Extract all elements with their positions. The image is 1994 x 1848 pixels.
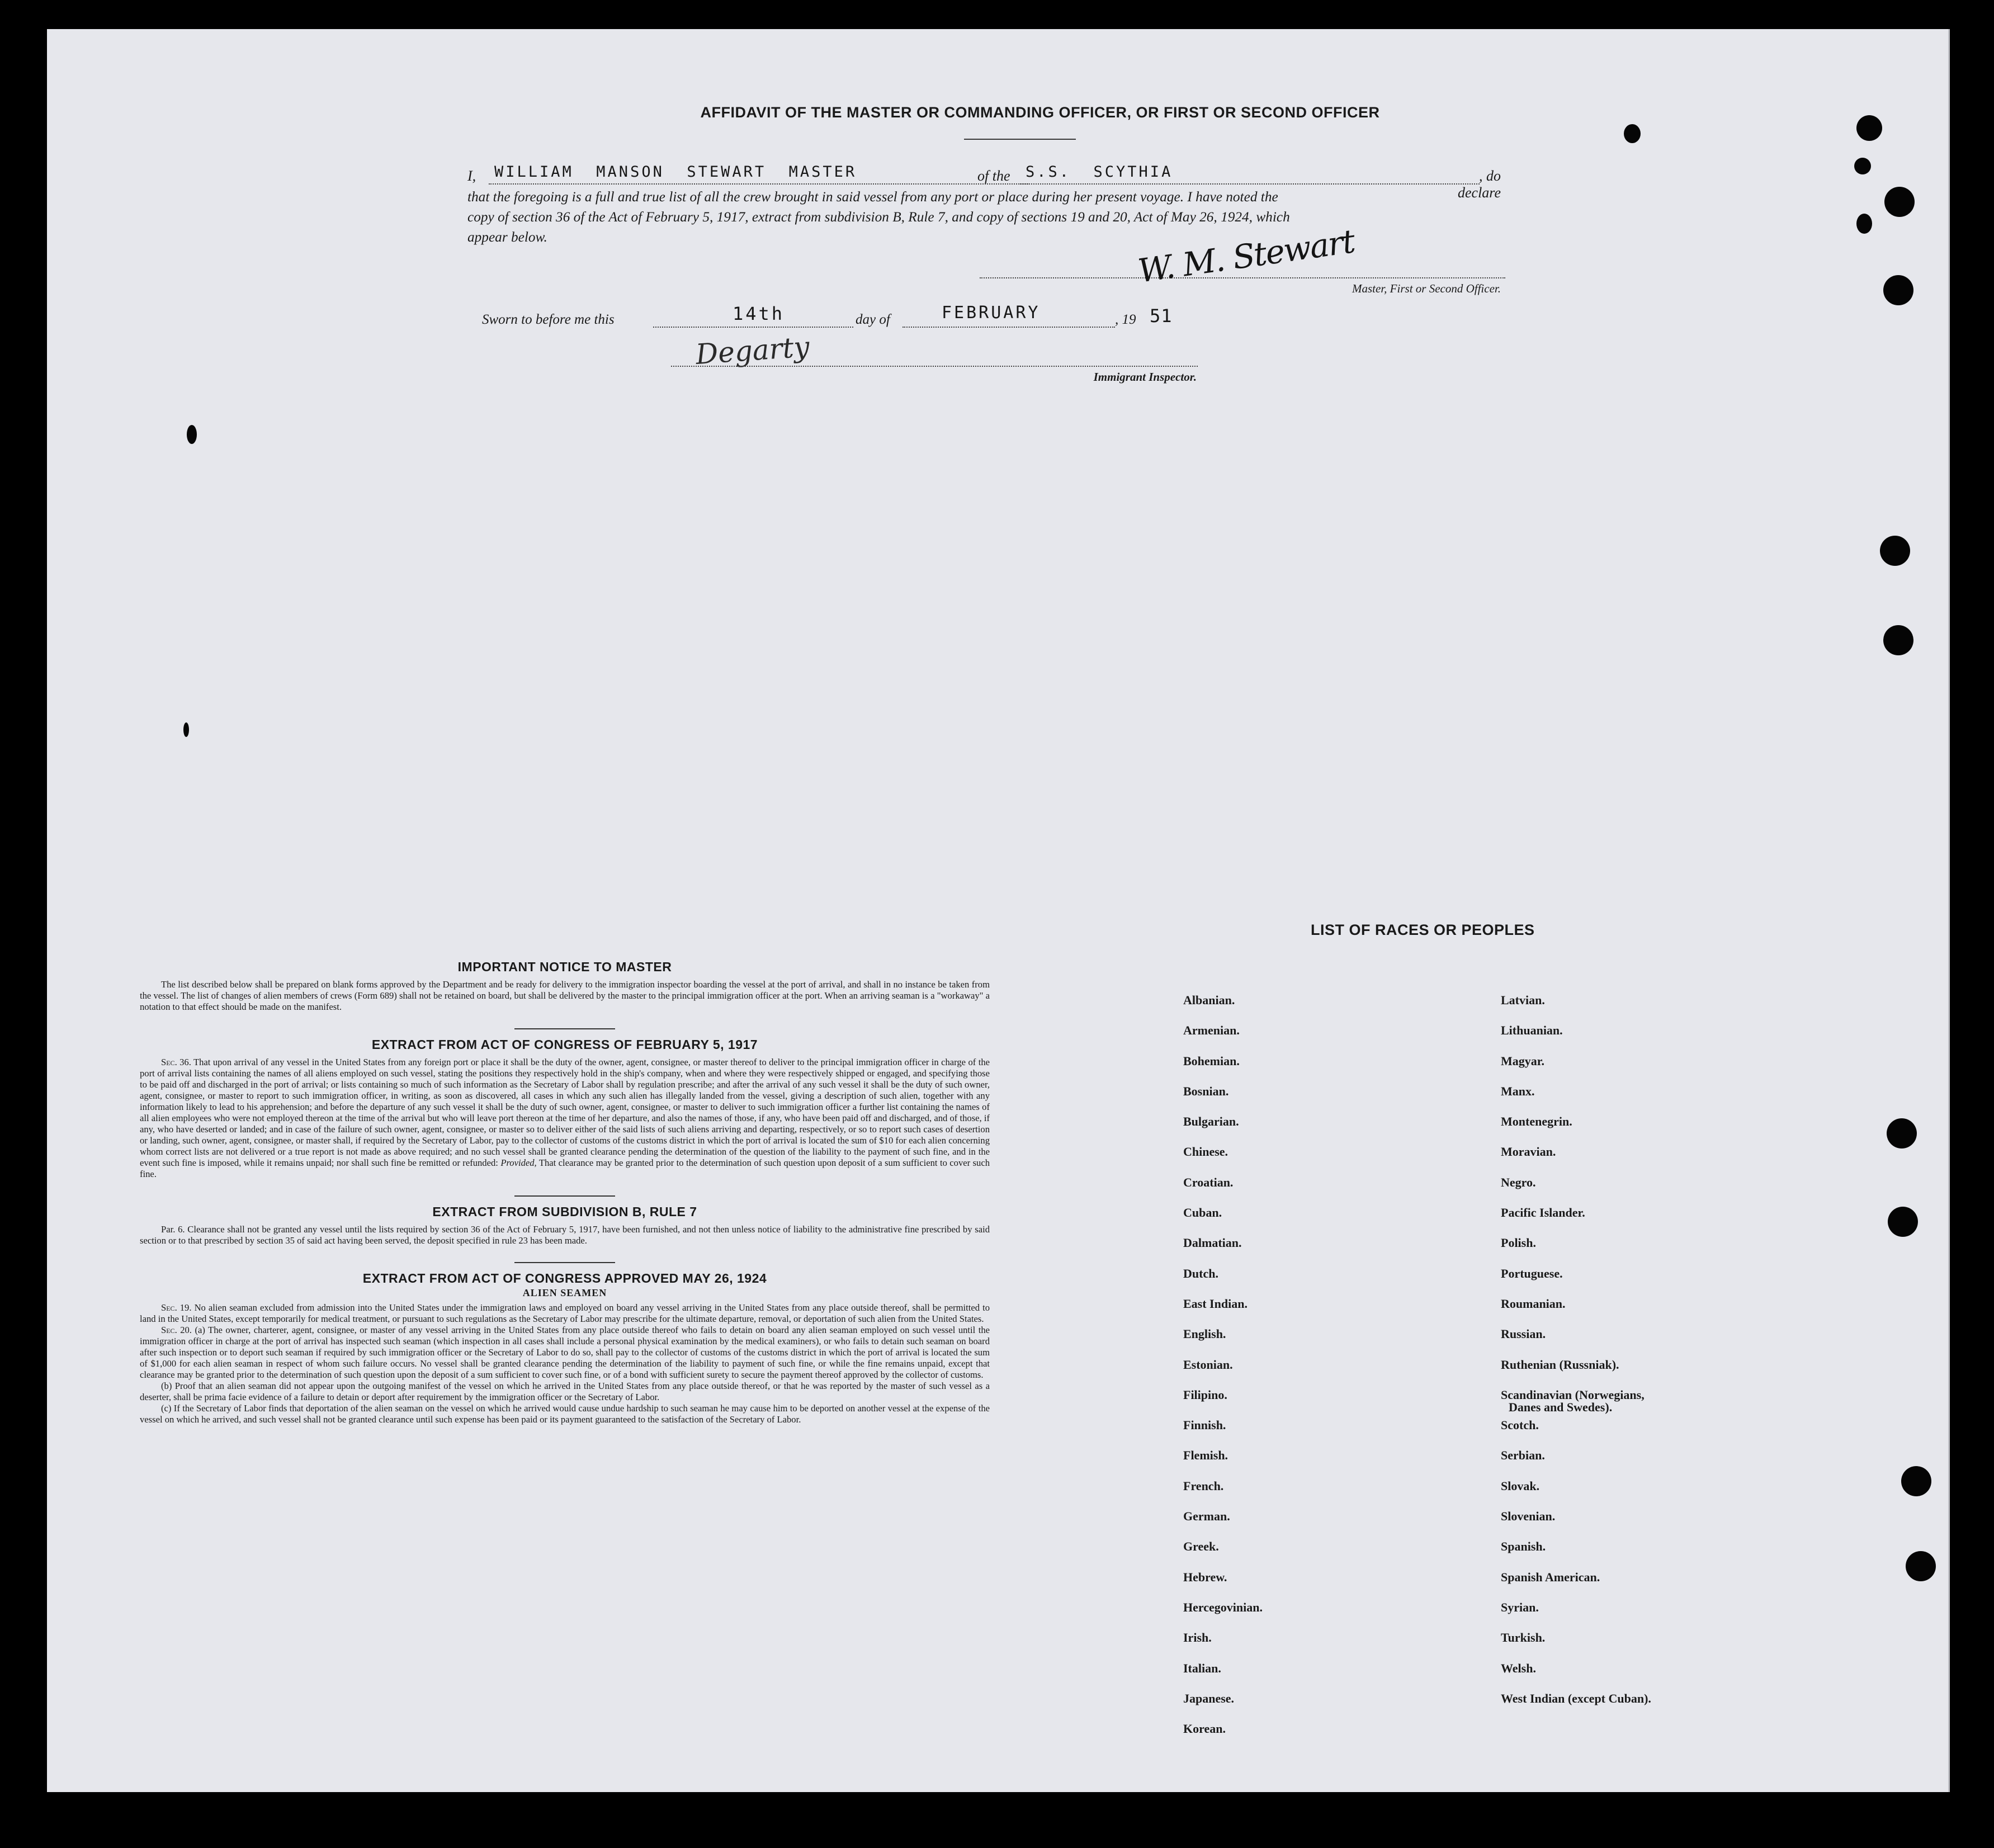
race-item: Korean. <box>1183 1722 1226 1736</box>
race-item: Slovak. <box>1501 1478 1540 1493</box>
race-item: Italian. <box>1183 1661 1221 1675</box>
races-left-column <box>1183 994 1263 1752</box>
do-declare-label: , do declare <box>1458 168 1501 201</box>
race-item: Finnish. <box>1183 1418 1226 1433</box>
race-item: Pacific Islander. <box>1501 1206 1585 1220</box>
race-item: Bosnian. <box>1183 1084 1229 1098</box>
race-item: Slovenian. <box>1501 1509 1556 1524</box>
punch-hole <box>1906 1551 1936 1581</box>
extract-1917-title: EXTRACT FROM ACT OF CONGRESS OF FEBRUARY 5, 1917 <box>371 1037 758 1052</box>
race-item: German. <box>1183 1509 1230 1524</box>
race-item: East Indian. <box>1183 1296 1248 1311</box>
vessel-fill-line <box>1020 183 1480 185</box>
race-item: Latvian. <box>1501 993 1545 1007</box>
day-of-label: day of <box>856 312 890 327</box>
race-item: Dutch. <box>1183 1266 1218 1280</box>
affidavit-title: AFFIDAVIT OF THE MASTER OR COMMANDING OFFICER, OR FIRST OR SECOND OFFICER <box>700 104 1380 121</box>
race-item: Bohemian. <box>1183 1053 1240 1068</box>
extract-rule7-title: EXTRACT FROM SUBDIVISION B, RULE 7 <box>432 1204 697 1219</box>
race-item: Syrian. <box>1501 1600 1539 1614</box>
sec19-text <box>140 1302 990 1325</box>
master-name-handwritten: WILLIAM MANSON STEWART MASTER <box>494 163 857 181</box>
section-divider <box>514 1028 615 1029</box>
sec20-label: Sec. 20. <box>161 1325 192 1335</box>
master-signature: W. M. Stewart <box>1136 222 1357 290</box>
vessel-name-handwritten: S.S. SCYTHIA <box>1026 163 1173 181</box>
extract-1924-title: EXTRACT FROM ACT OF CONGRESS APPROVED MAY 26, 1924 <box>362 1271 767 1285</box>
race-item: Welsh. <box>1501 1661 1536 1675</box>
notice-title: IMPORTANT NOTICE TO MASTER <box>457 960 672 974</box>
sworn-day-line <box>653 327 853 328</box>
race-item: Spanish American. <box>1501 1570 1600 1584</box>
law-extracts-column <box>140 960 990 1425</box>
affidavit-body-1: that the foregoing is a full and true list of all the crew brought in said vessel from any port or place during her present voyage. I have noted the <box>467 189 1278 205</box>
race-item: Estonian. <box>1183 1357 1233 1372</box>
section-divider <box>514 1262 615 1263</box>
race-item: West Indian (except Cuban). <box>1501 1691 1651 1705</box>
ink-mark <box>1624 124 1641 143</box>
race-item: Polish. <box>1501 1236 1536 1250</box>
race-item: Turkish. <box>1501 1630 1546 1645</box>
inspector-signature-line <box>671 366 1198 367</box>
sworn-month-line <box>903 327 1115 328</box>
race-item: Russian. <box>1501 1327 1546 1341</box>
race-item: Filipino. <box>1183 1387 1227 1402</box>
race-item: Manx. <box>1501 1084 1535 1098</box>
race-item: Portuguese. <box>1501 1266 1563 1280</box>
extract-rule7-text: Par. 6. Clearance shall not be granted any vessel until the lists required by section 36 of the Act of February 5, 1917, have been furnished, and not then unless notice of liability to the administrative fine prescribed by said section or to that prescribed by section 35 of said act having been served, the deposit specified in rule 23 has been made. <box>140 1224 990 1246</box>
master-signature-line <box>980 277 1505 278</box>
ink-mark <box>1856 214 1872 234</box>
race-item: Flemish. <box>1183 1448 1228 1463</box>
punch-hole <box>1887 1118 1917 1148</box>
race-item: Croatian. <box>1183 1175 1234 1189</box>
race-item: Roumanian. <box>1501 1296 1566 1311</box>
races-title: LIST OF RACES OR PEOPLES <box>1311 921 1535 938</box>
title-divider <box>964 139 1076 140</box>
alien-seamen-subtitle: ALIEN SEAMEN <box>522 1287 607 1298</box>
race-item: Cuban. <box>1183 1206 1222 1220</box>
provided-label: Provided, <box>500 1157 537 1168</box>
ink-mark <box>1854 158 1871 174</box>
affidavit-body-3: appear below. <box>467 229 547 245</box>
year-prefix: , 19 <box>1115 312 1136 327</box>
punch-hole <box>1888 1207 1918 1237</box>
name-fill-line <box>489 183 1030 185</box>
sec36-body: That upon arrival of any vessel in the United States from any foreign port or place it shall be the duty of the owner, agent, consignee, or master thereof to deliver to the principal immigration officer in charge of the port of arrival lists containing the names of all aliens employed on such vessel, stating the positions they respectively hold in the ship's company, when and where they were respectively shipped or engaged, and specifying those to be paid off and discharged in the port of arrival; or lists containing so much of such information as the Secretary of Labor shall by regulation prescribe; and after the arrival of any such vessel it shall be the duty of such owner, agent, consignee, or master to report to such immigration officer, in writing, as soon as discovered, all cases in which any such alien has illegally landed from the vessel, giving a description of such alien, together with any information likely to lead to his apprehension; and before the departure of any such vessel it shall be the duty of such owner, agent, consignee, or master to deliver to such immigration officer a further list containing the names of all alien employees who were not employed thereon at the time of the arrival but who will leave port thereon at the time of her departure, and also the names of those, if any, who have been paid off and discharged, and of those, if any, who have deserted or landed; and in case of the failure of such owner, agent, consignee, or master so to deliver either of the said lists of such aliens arriving and departing, respectively, or so to report such cases of desertion or landing, such owner, agent, consignee, or master shall, if required by the Secretary of Labor, pay to the collector of customs of the customs district in which the port of arrival is located the sum of $10 for each alien concerning whom correct lists are not delivered or a true report is not made as above required; and no such vessel shall be granted clearance pending the determination of the question of the liability to the payment of such fine, and in the event such fine is imposed, while it remains unpaid; nor shall such fine be remitted or refunded: <box>140 1057 990 1168</box>
sec20a-body: (a) The owner, charterer, agent, consignee, or master of any vessel arriving in the United States from any place outside thereof who fails to detain on board any alien seaman employed on such vessel until the immigration officer in charge at the port of arrival has inspected such seaman (which inspection in all cases shall include a personal physical examination by the medical examiners), or who fails to detain such seaman on board after such inspection or to deport such seaman if required by such immigration officer or the Secretary of Labor to do so, shall pay to the collector of customs of the customs district in which the port of arrival is located the sum of $1,000 for each alien seaman in respect of whom such failure occurs. No vessel shall be granted clearance pending the determination of the liability to payment of such fine, or while the fine remains unpaid, except that clearance may be granted prior to the determination of such question upon the deposit of a sum sufficient to cover such fine, or of a bond with sufficient surety to secure the payment thereof approved by the collector of customs. <box>140 1325 990 1380</box>
race-item: Scandinavian (Norwegians, Danes and Swedes). <box>1501 1388 1651 1419</box>
notice-text: The list described below shall be prepared on blank forms approved by the Department and be ready for delivery to the immigration inspector boarding the vessel at the port of arrival, and shall in no instance be taken from the vessel. The list of changes of alien members of crews (Form 689) shall not be retained on board, but shall be delivered by the master to the principal immigration officer at the port. When an arriving seaman is a "workaway" a notation to that effect should be made on the manifest. <box>140 979 990 1012</box>
race-item: Bulgarian. <box>1183 1114 1239 1129</box>
sworn-day-handwritten: 14th <box>733 303 785 324</box>
punch-hole <box>1880 536 1910 566</box>
punch-hole <box>1856 115 1882 141</box>
affidavit-body-2: copy of section 36 of the Act of February 5, 1917, extract from subdivision B, Rule 7, and copy of sections 19 and 20, Act of May 26, 1924, which <box>467 209 1290 225</box>
race-item: Albanian. <box>1183 993 1235 1007</box>
punch-hole <box>1883 275 1913 305</box>
sec36-end: That clearance may be granted prior to the determination of such question upon deposit of a sum sufficient to cover such fine. <box>140 1157 990 1179</box>
race-item: Serbian. <box>1501 1448 1545 1463</box>
affidavit-i-prefix: I, <box>467 168 476 184</box>
race-item: Scotch. <box>1501 1418 1539 1433</box>
race-item: Chinese. <box>1183 1145 1228 1159</box>
race-item: English. <box>1183 1327 1226 1341</box>
master-caption: Master, First or Second Officer. <box>1352 282 1501 295</box>
race-item: Negro. <box>1501 1175 1536 1189</box>
ink-mark <box>187 425 197 444</box>
section-divider <box>514 1195 615 1197</box>
year-handwritten: 51 <box>1150 305 1173 327</box>
sec20a-text <box>140 1325 990 1381</box>
race-item: Greek. <box>1183 1539 1219 1554</box>
race-item: Ruthenian (Russniak). <box>1501 1357 1619 1372</box>
race-item: Japanese. <box>1183 1691 1235 1705</box>
ink-mark <box>183 722 189 737</box>
race-item: Irish. <box>1183 1630 1212 1645</box>
race-item: Magyar. <box>1501 1053 1545 1068</box>
sworn-prefix: Sworn to before me this <box>482 312 615 327</box>
sec20b-text: (b) Proof that an alien seaman did not appear upon the outgoing manifest of the vessel on which he arrived in the United States from any place outside thereof, or that he was reported by the master of such vessel as a deserter, shall be prima facie evidence of a failure to detain or deport after requirement by the immigration officer or the Secretary of Labor. <box>140 1381 990 1402</box>
extract-1917-text <box>140 1057 990 1180</box>
punch-hole <box>1883 625 1913 655</box>
form-sheet <box>47 29 1950 1792</box>
race-item-continuation: Danes and Swedes). <box>1509 1400 1613 1414</box>
sec19-label: Sec. 19. <box>161 1302 192 1313</box>
inspector-caption: Immigrant Inspector. <box>1093 370 1197 384</box>
sec36-label: Sec. 36. <box>161 1057 191 1067</box>
punch-hole <box>1884 187 1915 217</box>
race-item: Hebrew. <box>1183 1570 1227 1584</box>
sec19-body: No alien seaman excluded from admission into the United States under the immigration laws and employed on board any vessel arriving in the United States from any place outside thereof, shall be permitted to land in the United States, except temporarily for medical treatment, or pursuant to such regulations as the Secretary of Labor may prescribe for the ultimate departure, removal, or deportation of such alien from the United States. <box>140 1302 990 1324</box>
race-item: Moravian. <box>1501 1145 1556 1159</box>
sec20c-text: (c) If the Secretary of Labor finds that deportation of the alien seaman on the vessel on which he arrived would cause undue hardship to such seaman he may cause him to be deported on another vessel at the expense of the vessel on which he arrived, and such vessel shall not be granted clearance until such expense has been paid or its payment guaranteed to the satisfaction of the Secretary of Labor. <box>140 1403 990 1425</box>
race-item: Spanish. <box>1501 1539 1546 1554</box>
race-item: Dalmatian. <box>1183 1236 1242 1250</box>
race-item: Montenegrin. <box>1501 1114 1572 1129</box>
of-the-label: of the <box>977 168 1010 184</box>
race-item: Armenian. <box>1183 1023 1240 1038</box>
sworn-month-handwritten: FEBRUARY <box>942 303 1041 323</box>
race-item: Hercegovinian. <box>1183 1600 1263 1614</box>
race-item: French. <box>1183 1478 1224 1493</box>
punch-hole <box>1901 1466 1931 1496</box>
race-item: Lithuanian. <box>1501 1023 1563 1038</box>
races-right-column <box>1501 994 1651 1722</box>
inspector-signature: Degarty <box>694 330 811 371</box>
